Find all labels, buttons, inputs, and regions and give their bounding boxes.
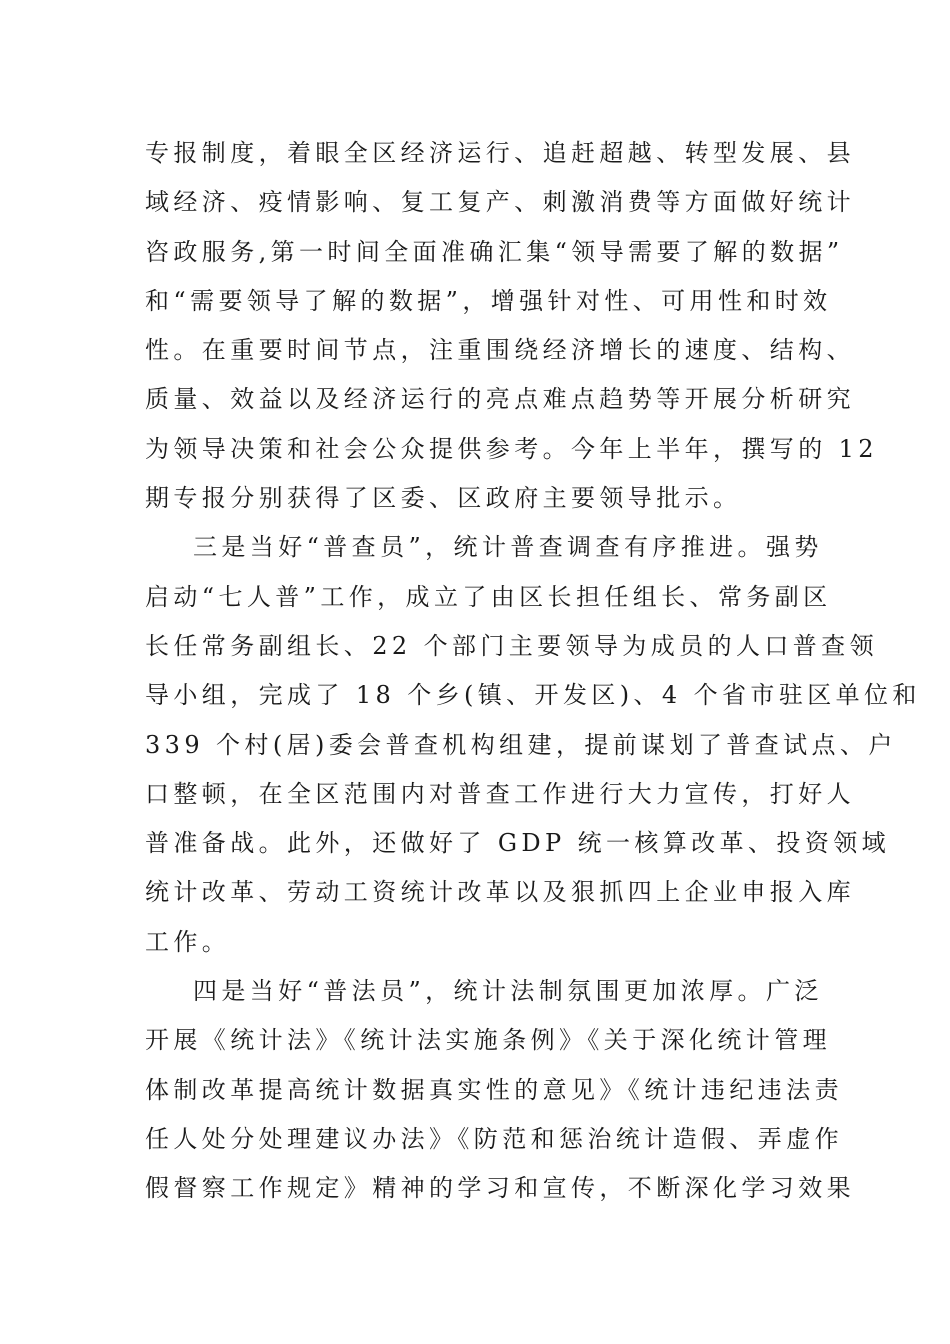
text-line: 为领导决策和社会公众提供参考。今年上半年，撰写的 12 — [145, 434, 878, 463]
text-line: 咨政服务,第一时间全面准确汇集“领导需要了解的数据” — [145, 237, 844, 266]
text-line: 体制改革提高统计数据真实性的意见》《统计违纪违法责 — [145, 1075, 843, 1104]
text-line: 长任常务副组长、22 个部门主要领导为成员的人口普查领 — [145, 631, 878, 660]
text-line: 域经济、疫情影响、复工复产、刺激消费等方面做好统计 — [145, 188, 855, 217]
text-line: 专报制度，着眼全区经济运行、追赶超越、转型发展、县 — [145, 139, 855, 167]
text-line: 导小组，完成了 18 个乡(镇、开发区)、4 个省市驻区单位和 — [145, 681, 921, 710]
text-line: 普准备战。此外，还做好了 GDP 统一核算改革、投资领域 — [145, 829, 891, 858]
paragraph-first-line: 四是当好“普法员”，统计法制氛围更加浓厚。广泛 — [193, 977, 823, 1006]
text-line: 工作。 — [145, 927, 231, 956]
body-text — [145, 129, 921, 1214]
paragraph-first-line: 三是当好“普查员”，统计普查调查有序推进。强势 — [193, 533, 823, 562]
text-line: 假督察工作规定》精神的学习和宣传，不断深化学习效果 — [145, 1174, 855, 1203]
text-line: 口整顿，在全区范围内对普查工作进行大力宣传，打好人 — [145, 779, 855, 808]
text-line: 任人处分处理建议办法》《防范和惩治统计造假、弄虚作 — [145, 1124, 843, 1153]
text-line: 统计改革、劳动工资统计改革以及狠抓四上企业申报入库 — [145, 878, 855, 907]
text-line: 启动“七人普”工作，成立了由区长担任组长、常务副区 — [145, 582, 832, 611]
text-line: 开展《统计法》《统计法实施条例》《关于深化统计管理 — [145, 1026, 831, 1055]
text-line: 质量、效益以及经济运行的亮点难点趋势等开展分析研究 — [145, 385, 855, 414]
text-line: 性。在重要时间节点，注重围绕经济增长的速度、结构、 — [145, 336, 855, 365]
text-line: 339 个村(居)委会普查机构组建，提前谋划了普查试点、户 — [145, 730, 897, 759]
text-line: 期专报分别获得了区委、区政府主要领导批示。 — [145, 484, 742, 513]
text-line: 和“需要领导了解的数据”，增强针对性、可用性和时效 — [145, 286, 832, 315]
